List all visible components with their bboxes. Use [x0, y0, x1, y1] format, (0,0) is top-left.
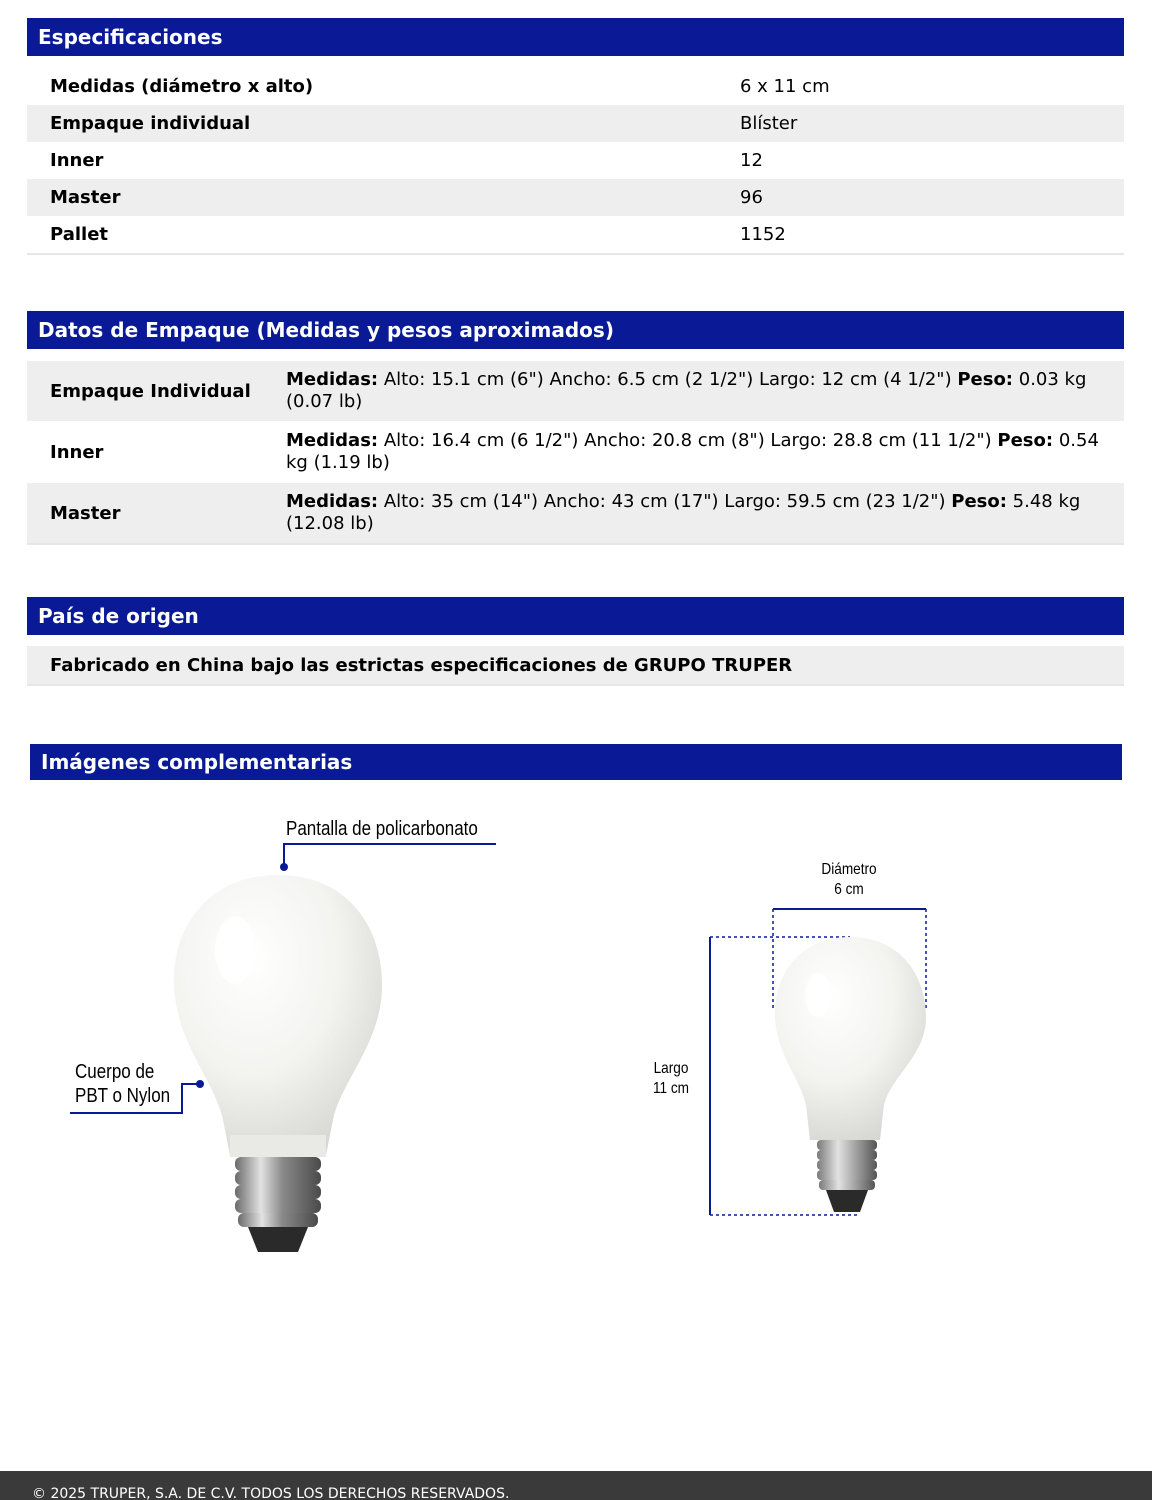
medidas-value: Alto: 35 cm (14") Ancho: 43 cm (17") Largo: 59.5 cm (23 1/2")	[378, 491, 952, 512]
specs-table	[27, 68, 1124, 255]
medidas-label: Medidas:	[286, 491, 379, 512]
specs-title: Especificaciones	[38, 25, 223, 49]
table-row	[27, 68, 1124, 105]
length-value: 11 cm	[652, 1080, 690, 1097]
packing-title: Datos de Empaque (Medidas y pesos aproximados)	[38, 318, 614, 342]
peso-value: 0.54 kg (1.19 lb)	[286, 430, 1099, 473]
spec-value: 12	[740, 150, 763, 171]
spec-value: 96	[740, 187, 763, 208]
diameter-label: Diámetro	[821, 861, 877, 878]
specs-header	[27, 18, 1124, 56]
images-title: Imágenes complementarias	[41, 750, 353, 774]
origin-text: Fabricado en China bajo las estrictas especificaciones de GRUPO TRUPER	[27, 646, 1124, 686]
footer	[0, 1471, 1152, 1500]
spec-value: 6 x 11 cm	[740, 76, 830, 97]
pack-label: Inner	[50, 441, 104, 463]
spec-label: Medidas (diámetro x alto)	[50, 76, 314, 97]
packing-table	[27, 360, 1124, 545]
table-row	[27, 142, 1124, 179]
peso-label: Peso:	[951, 491, 1007, 512]
peso-label: Peso:	[957, 369, 1014, 390]
bulb-dimensions-illustration	[700, 900, 940, 1230]
medidas-value: Alto: 16.4 cm (6 1/2") Ancho: 20.8 cm (8") Largo: 28.8 cm (11 1/2")	[378, 430, 998, 451]
spec-label: Master	[50, 187, 121, 208]
pack-label: Master	[50, 502, 121, 524]
peso-value: 5.48 kg (12.08 lb)	[286, 491, 1081, 534]
pack-description	[286, 491, 1124, 535]
pack-description	[286, 430, 1124, 474]
peso-value: 0.03 kg (0.07 lb)	[286, 369, 1087, 412]
table-row	[27, 179, 1124, 216]
medidas-value: Alto: 15.1 cm (6") Ancho: 6.5 cm (2 1/2") Largo: 12 cm (4 1/2")	[378, 369, 958, 390]
spec-value: Blíster	[740, 113, 798, 134]
callout-body-line2: PBT o Nylon	[75, 1085, 171, 1107]
table-row	[27, 216, 1124, 253]
spec-label: Inner	[50, 150, 104, 171]
screw-base	[235, 1157, 321, 1252]
medidas-label: Medidas:	[286, 430, 379, 451]
origin-header	[27, 597, 1124, 635]
images-header	[30, 744, 1122, 780]
callout-polycarbonate: Pantalla de policarbonato	[286, 818, 478, 840]
table-row	[27, 421, 1124, 482]
medidas-label: Medidas:	[286, 369, 379, 390]
pack-label: Empaque Individual	[50, 380, 251, 402]
table-row	[27, 105, 1124, 142]
table-row	[27, 360, 1124, 421]
origin-title: País de origen	[38, 604, 199, 628]
pack-description	[286, 369, 1124, 413]
peso-label: Peso:	[997, 430, 1054, 451]
packing-header	[27, 311, 1124, 349]
spec-label: Empaque individual	[50, 113, 251, 134]
callout-body-line1: Cuerpo de	[75, 1061, 155, 1083]
spec-label: Pallet	[50, 224, 109, 245]
bulb-features-illustration	[60, 800, 520, 1270]
diameter-value: 6 cm	[834, 881, 864, 898]
length-label: Largo	[653, 1060, 689, 1077]
table-row	[27, 482, 1124, 543]
spec-value: 1152	[740, 224, 786, 245]
copyright-text: © 2025 TRUPER, S.A. DE C.V. TODOS LOS DERECHOS RESERVADOS.	[32, 1486, 510, 1500]
